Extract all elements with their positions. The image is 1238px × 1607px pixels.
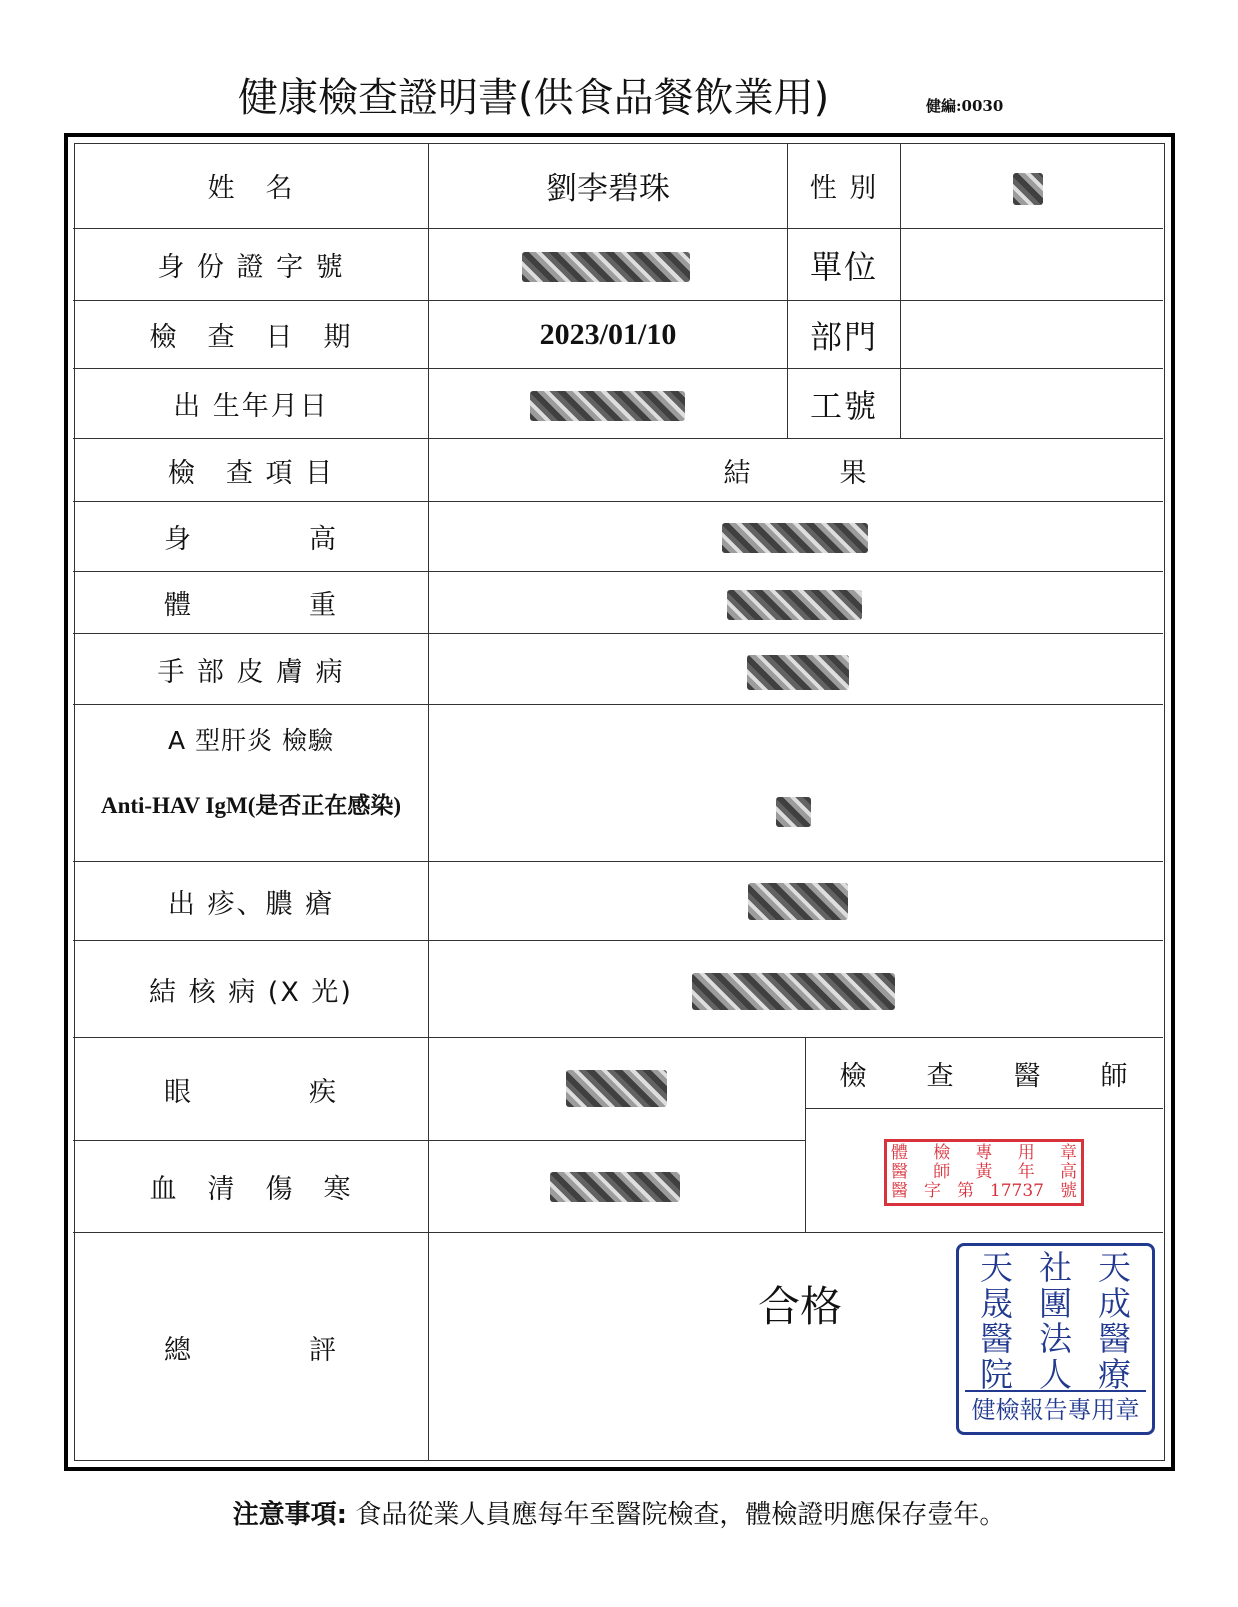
document-title: 健康檢查證明書(供食品餐飲業用) [238,75,830,121]
label-anti-hav: Anti-HAV IgM(是否正在感染) [100,792,402,818]
label-unit: 單位 [809,247,878,286]
redacted-height [722,523,868,553]
label-exam-items: 檢 查 項 目 [167,457,335,489]
label-weight: 體 重 [164,590,338,621]
value-exam-date: 2023/01/10 [539,317,677,351]
label-exam-date: 檢 查 日 期 [149,322,353,353]
label-hepatitis-a: A 型肝炎 檢驗 [168,726,334,755]
footer-notice [0,1494,1238,1531]
redacted-rash [748,883,848,920]
row-divider [73,704,1163,705]
label-rash: 出 疹、膿 瘡 [167,888,335,920]
value-overall: 合格 [757,1282,842,1331]
redacted-tb [692,973,895,1010]
label-overall: 總 評 [164,1334,338,1366]
label-eye: 眼 疾 [164,1076,338,1108]
document-code: 健編:0030 [926,97,1004,115]
notice-text: 食品從業人員應每年至醫院檢查，體檢證明應保存壹年。 [347,1500,1006,1530]
label-results: 結 果 [723,457,869,489]
label-department: 部門 [809,317,878,356]
label-height: 身 高 [164,524,338,555]
label-physician: 檢 查 醫 師 [839,1060,1130,1092]
label-birth-date: 出 生年月日 [173,391,329,422]
notice-label: 注意事項: [232,1500,348,1530]
label-typhoid: 血 清 傷 寒 [149,1174,353,1205]
col-divider [900,143,901,438]
redacted-eye [566,1070,667,1107]
redacted-hand-skin [747,655,849,690]
redacted-weight [727,590,862,620]
label-gender: 性 別 [809,173,879,204]
label-hand-skin: 手 部 皮 膚 病 [157,656,345,688]
physician-stamp: 體 檢 專 用 章 醫 師 黃 年 高 醫 字 第 17737 號 [884,1139,1084,1206]
redacted-id-number [522,252,690,282]
hospital-stamp: 天 社 天 晟 團 成 醫 法 醫 院 人 療 健檢報告專用章 [956,1243,1155,1435]
label-id-number: 身 份 證 字 號 [157,252,345,283]
redacted-hepatitis-a [776,797,811,827]
redacted-gender [1013,173,1043,205]
label-name: 姓 名 [207,173,295,204]
redacted-birth-date [530,391,685,421]
redacted-typhoid [550,1172,680,1202]
label-employee-no: 工號 [809,386,878,425]
value-name: 劉李碧珠 [546,171,670,207]
label-tb: 結 核 病 (X 光) [149,976,353,1008]
physician-divider [805,1108,1163,1109]
